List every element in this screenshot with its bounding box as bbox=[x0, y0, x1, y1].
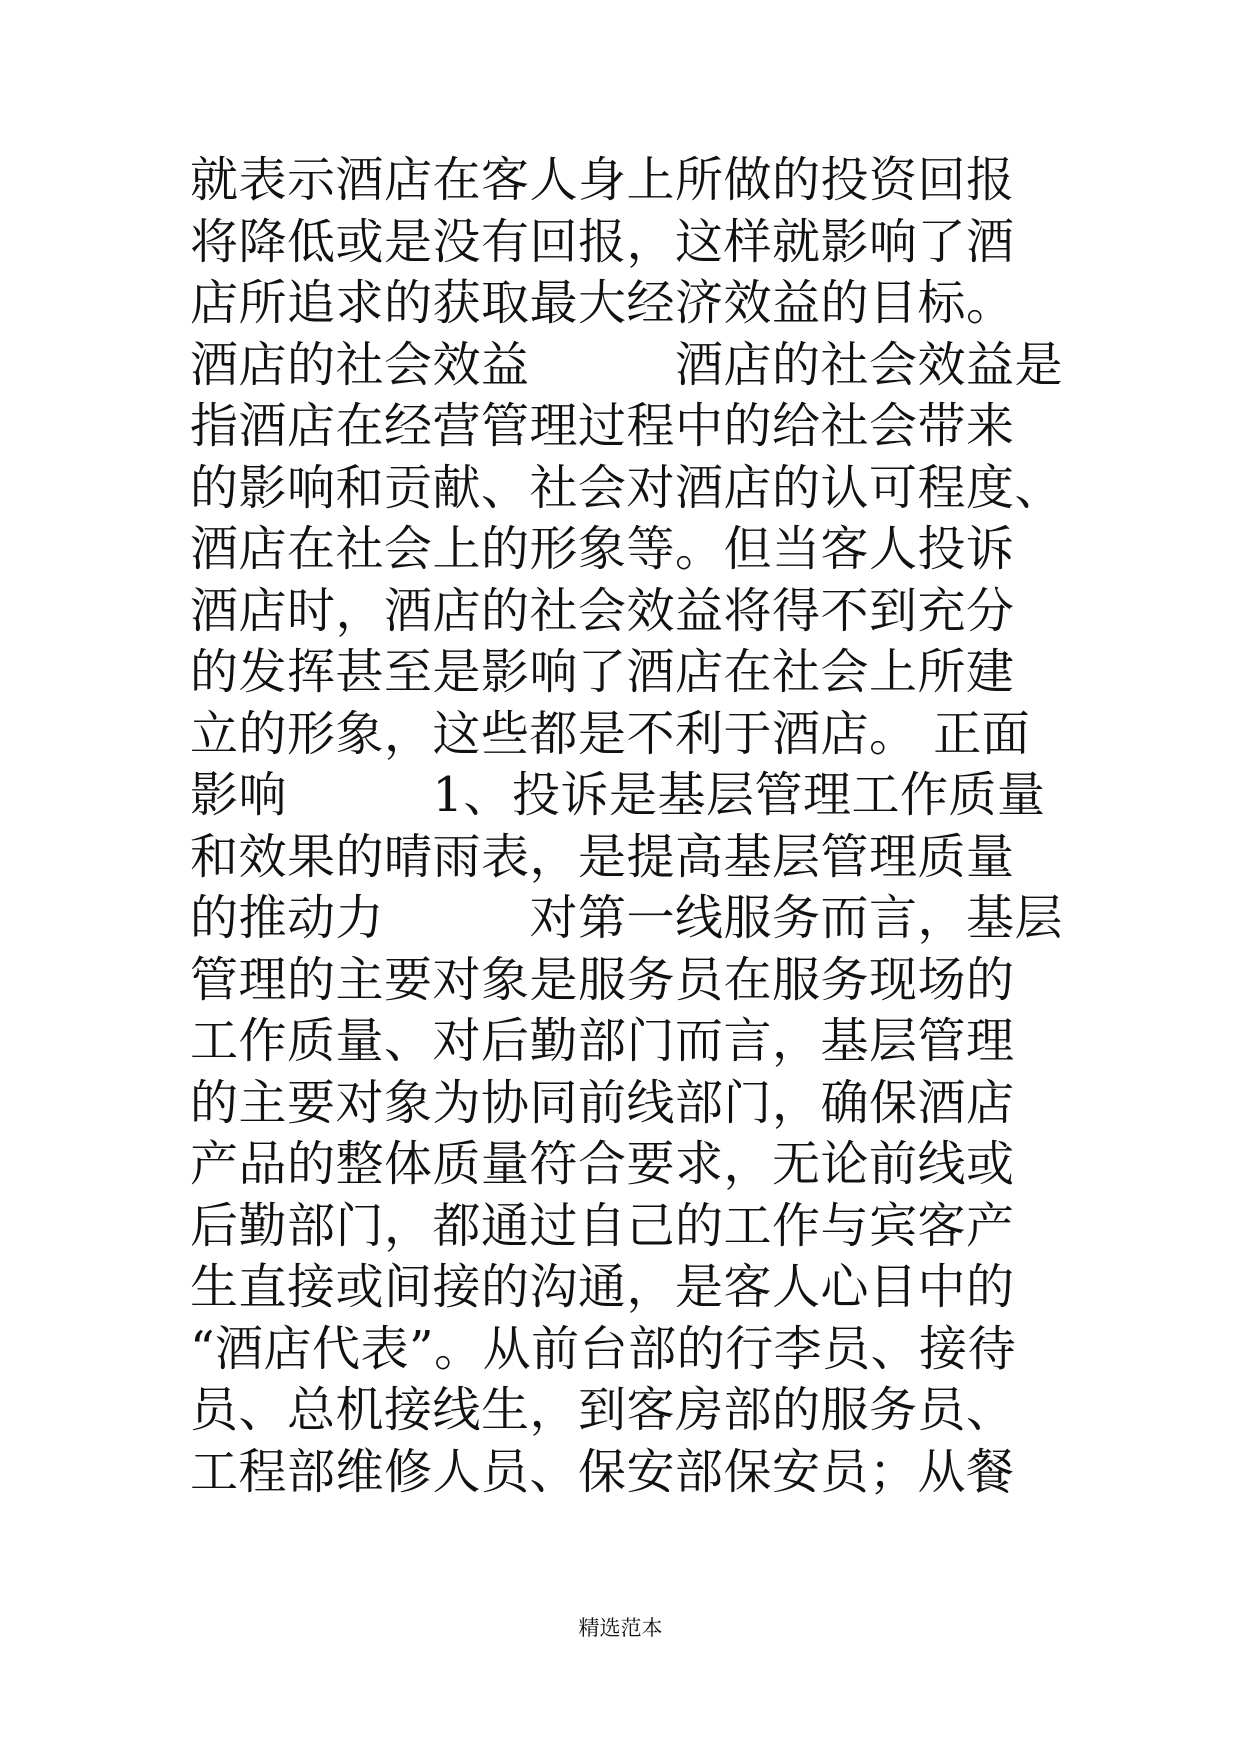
text-line: “酒店代表”。从前台部的行李员、接待 bbox=[190, 1320, 1017, 1377]
text-line: 管理的主要对象是服务员在服务现场的 bbox=[190, 951, 1015, 1008]
text-line: 的发挥甚至是影响了酒店在社会上所建 bbox=[190, 644, 1015, 700]
text-line: 工作质量、对后勤部门而言，基层管理 bbox=[190, 1013, 1015, 1069]
text-line: 就表示酒店在客人身上所做的投资回报 bbox=[190, 152, 1015, 208]
text-line: 影响 1、投诉是基层管理工作质量 bbox=[190, 767, 1046, 823]
text-line: 店所追求的获取最大经济效益的目标。 bbox=[190, 275, 1015, 331]
text-line: 的主要对象为协同前线部门，确保酒店 bbox=[190, 1074, 1015, 1131]
text-line: 指酒店在经营管理过程中的给社会带来 bbox=[190, 398, 1015, 454]
text-line: 员、总机接线生，到客房部的服务员、 bbox=[190, 1382, 1015, 1438]
text-line: 和效果的晴雨表，是提高基层管理质量 bbox=[190, 828, 1015, 885]
body-text bbox=[190, 150, 1070, 1503]
text-line: 立的形象，这些都是不利于酒店。 正面 bbox=[190, 705, 1031, 762]
text-line: 生直接或间接的沟通，是客人心目中的 bbox=[190, 1259, 1015, 1315]
text-line: 酒店的社会效益 酒店的社会效益是 bbox=[190, 336, 1064, 393]
text-line: 后勤部门，都通过自己的工作与宾客产 bbox=[190, 1197, 1015, 1254]
text-line: 将降低或是没有回报，这样就影响了酒 bbox=[190, 213, 1015, 270]
text-line: 酒店时，酒店的社会效益将得不到充分 bbox=[190, 582, 1015, 639]
text-line: 的推动力 对第一线服务而言，基层 bbox=[190, 890, 1064, 946]
page-footer: 精选范本 bbox=[578, 1616, 663, 1640]
text-line: 产品的整体质量符合要求，无论前线或 bbox=[190, 1136, 1015, 1192]
text-line: 的影响和贡献、社会对酒店的认可程度、 bbox=[190, 459, 1064, 516]
text-line: 酒店在社会上的形象等。但当客人投诉 bbox=[190, 521, 1015, 577]
text-line: 工程部维修人员、保安部保安员；从餐 bbox=[190, 1443, 1015, 1500]
